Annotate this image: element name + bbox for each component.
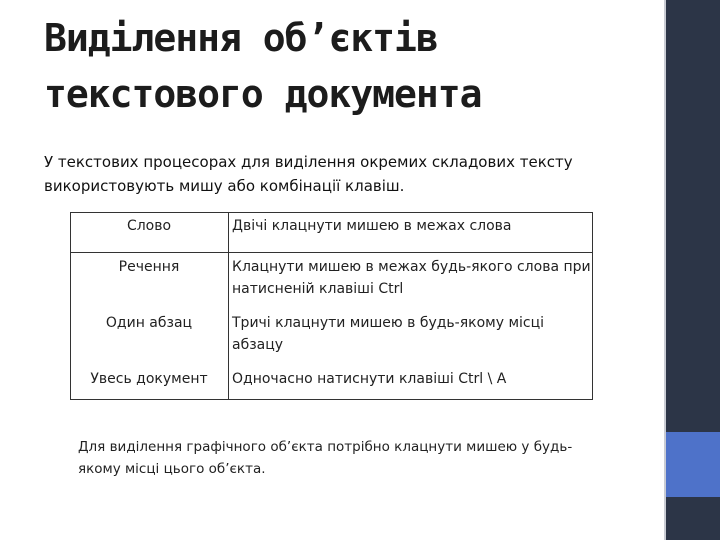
table-row xyxy=(70,212,593,253)
decorative-sidebar xyxy=(666,0,720,540)
slide-title-line-2: текстового документа xyxy=(44,72,482,116)
table-cell-action: Двічі клацнути мишею в межах слова xyxy=(229,212,594,253)
graphic-selection-note: Для виділення графічного об’єкта потрібно клацнути мишею у будь-якому місці цього об’єкта. xyxy=(78,439,573,477)
table-cell-action: Одночасно натиснути клавіші Ctrl \ A xyxy=(232,371,507,388)
table-cell-object: Речення xyxy=(70,253,229,310)
table-cell-object: Один абзац xyxy=(70,309,229,365)
table-row xyxy=(70,309,593,365)
table-cell-object: Увесь документ xyxy=(70,365,229,400)
slide-title-line-1: Виділення об’єктів xyxy=(44,16,438,60)
table-cell-object: Слово xyxy=(70,212,229,253)
intro-paragraph: У текстових процесорах для виділення окремих складових тексту використовують мишу або комбінації клавіш. xyxy=(44,153,573,195)
slide-title xyxy=(44,10,644,122)
table-row xyxy=(70,365,593,400)
sidebar-accent-block xyxy=(666,432,720,497)
selection-methods-table xyxy=(70,212,593,400)
table-cell-action: Клацнути мишею в межах будь-якого слова при натисненій клавіші Ctrl xyxy=(232,259,591,298)
table-cell-action: Тричі клацнути мишею в будь-якому місці абзацу xyxy=(232,315,545,354)
table-row xyxy=(70,253,593,310)
